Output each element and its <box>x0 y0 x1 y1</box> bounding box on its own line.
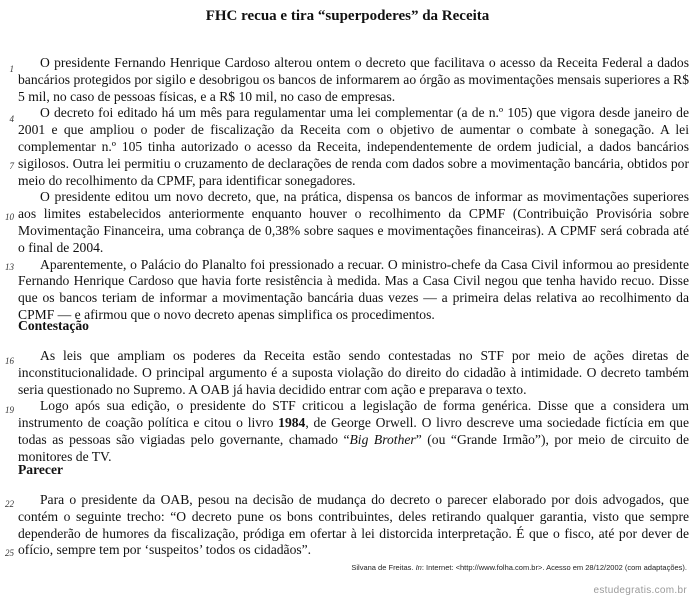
section-heading-parecer: Parecer <box>18 462 64 477</box>
line-number-19: 19 <box>5 405 14 415</box>
line-number-1: 1 <box>9 64 14 74</box>
line-number-7: 7 <box>9 161 14 171</box>
source-citation <box>351 563 687 572</box>
line-number-13: 13 <box>5 262 14 272</box>
intro-text <box>18 55 689 324</box>
paragraph <box>18 398 689 465</box>
paragraph: Aparentemente, o Palácio do Planalto foi pressionado a recuar. O ministro-chefe da Casa Civil informou ao presidente Fernando Henrique Cardoso que havia forte resistência à medida. Mas a Casa Civil negou que tenha havido recuo. Disse que os bancos teriam de informar a movimentação bancária duas vezes — a primeira delas relativa ao recolhimento da CPMF — e afirmou que o novo decreto apenas simplifica os procedimentos. <box>18 256 689 322</box>
source-author: Silvana de Freitas. <box>351 563 416 572</box>
section-contestacao-text <box>18 348 689 466</box>
italic-term: Big Brother <box>349 431 416 447</box>
text-run: , de George Orwell. O livro descreve uma sociedade fictícia em que todas as pessoas são vigiadas pelo governante, chamado “ <box>18 415 689 447</box>
section-heading-contestacao: Contestação <box>18 318 89 333</box>
text-run: Logo após sua edição, o presidente do STF criticou a legislação de forma genérica. Disse que a considera um instrumento de coação política e citou o livro <box>18 398 689 431</box>
text-run: ” (ou “Grande Irmão”), por meio de circuito de monitores de TV. <box>18 431 690 464</box>
line-number-22: 22 <box>5 499 14 509</box>
source-details: : Internet: <http://www.folha.com.br>. Acesso em 28/12/2002 (com adaptações). <box>421 563 687 572</box>
line-number-16: 16 <box>5 356 14 366</box>
line-number-10: 10 <box>5 212 14 222</box>
document-title: FHC recua e tira “superpoderes” da Receita <box>205 8 490 24</box>
paragraph: As leis que ampliam os poderes da Receita estão sendo contestadas no STF por meio de ações diretas de inconstitucionalidade. O principal argumento é a suposta violação do direito do cidadão à intimidade. O decreto também seria questionado no Supremo. A OAB já havia decidido entrar com ação e preparava o texto. <box>18 348 689 397</box>
paragraph: O presidente editou um novo decreto, que, na prática, dispensa os bancos de informar as movimentações superiores aos limites estabelecidos anteriormente enquanto houver o recolhimento da CPMF (Contribuição Provisória sobre Movimentação Financeira, uma cobrança de 0,38% sobre saques e movimentações financeiras). A CPMF será cobrada até o final de 2004. <box>18 189 689 255</box>
source-in: In <box>415 563 422 572</box>
book-title: 1984 <box>278 415 306 431</box>
paragraph: Para o presidente da OAB, pesou na decisão de mudança do decreto o parecer elaborado por dois advogados, que contém o seguinte trecho: “O decreto pune os bons contribuintes, deles retirando qualquer garantia, visto que sempre dependerão de humores da fiscalização, pródiga em ofertar à lei distorcida interpretação. É que o fisco, até por dever de ofício, sempre tem por ‘suspeitos’ todos os cidadãos”. <box>18 492 689 558</box>
section-parecer-text <box>18 492 689 559</box>
watermark: estudegratis.com.br <box>593 585 687 596</box>
paragraph: O presidente Fernando Henrique Cardoso alterou ontem o decreto que facilitava o acesso da Receita Federal a dados bancários protegidos por sigilo e desobrigou os bancos de informarem ao órgão as movimentações mensais superiores a R$ 5 mil, no caso de pessoas físicas, e a R$ 10 mil, no caso de empresas. <box>18 55 689 104</box>
line-number-4: 4 <box>9 114 14 124</box>
line-number-25: 25 <box>5 548 14 558</box>
paragraph: O decreto foi editado há um mês para regulamentar uma lei complementar (a de n.º 105) que vigora desde janeiro de 2001 e que ampliou o poder de fiscalização da Receita com o objetivo de aumentar o combate à sonegação. A lei complementar n.º 105 tinha autorizado o acesso da Receita, independentemente de ordem judicial, a dados bancários sigilosos. Outra lei permitiu o cruzamento de declarações de renda com dados sobre a movimentação bancária, obtidos por meio do recolhimento da CPMF, para identificar sonegadores. <box>18 105 689 188</box>
